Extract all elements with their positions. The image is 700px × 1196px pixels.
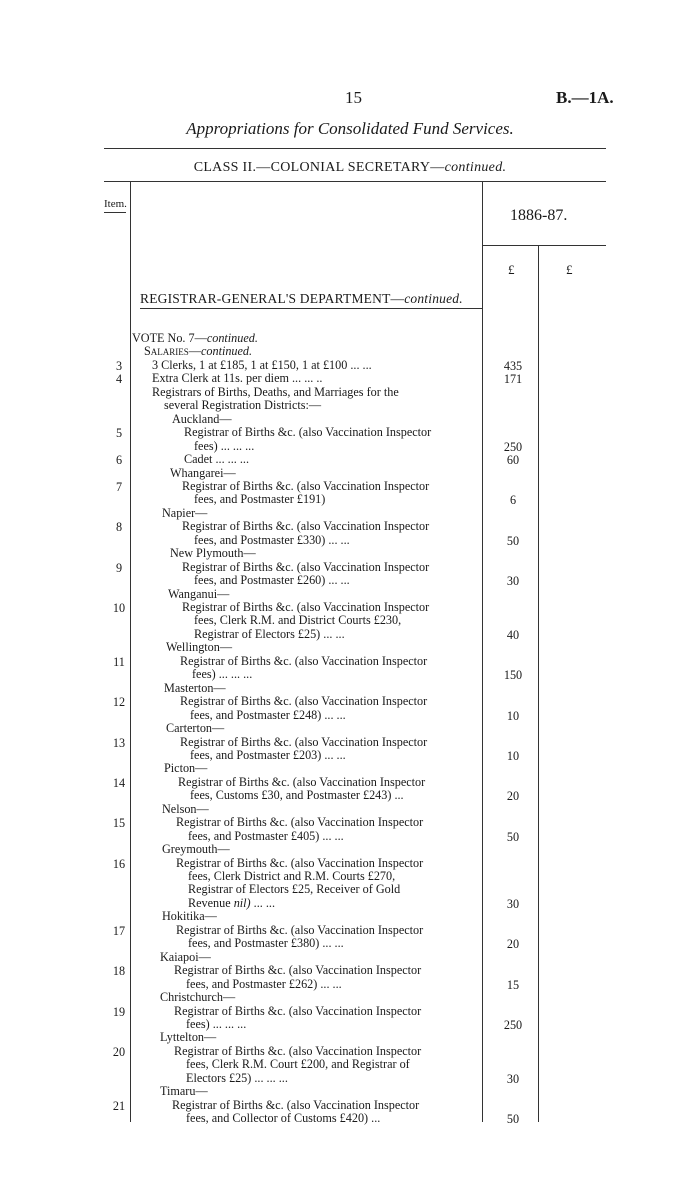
amount-value: 50 — [506, 1112, 520, 1127]
line-text — [160, 991, 235, 1004]
line-main-text: Hokitika— — [162, 909, 217, 924]
line-text — [152, 359, 372, 372]
line-text — [174, 1005, 421, 1018]
item-number: 16 — [112, 856, 126, 871]
line-text — [190, 709, 346, 722]
line-text — [188, 897, 275, 910]
line-text — [176, 816, 423, 829]
line-text — [160, 1031, 216, 1044]
line-main-text: fees, and Postmaster £262) ... ... — [186, 976, 342, 991]
amount-value: 40 — [506, 627, 520, 642]
line-main-text: fees) ... ... ... — [186, 1016, 247, 1031]
line-text — [160, 1085, 208, 1098]
amount-value: 10 — [506, 708, 520, 723]
line-text — [184, 426, 431, 439]
item-number: 6 — [115, 453, 123, 468]
line-italic-text: nil) — [233, 895, 251, 910]
line-main-text: fees, and Collector of Customs £420) ... — [186, 1111, 381, 1126]
line-main-text: fees, and Postmaster £203) ... ... — [190, 747, 346, 762]
line-main-text: Registrar of Births &c. (also Vaccination Inspector — [174, 1043, 422, 1058]
line-text — [174, 964, 421, 977]
item-number: 7 — [115, 479, 123, 494]
line-text — [178, 776, 425, 789]
line-text — [194, 574, 350, 587]
line-text — [186, 978, 342, 991]
line-main-text: Christchurch— — [160, 990, 236, 1005]
line-main-text: Registrar of Electors £25, Receiver of Gold — [188, 882, 401, 897]
line-text — [182, 561, 429, 574]
line-main-text: Registrar of Births &c. (also Vaccination Inspector — [176, 922, 424, 937]
amount-value: 20 — [506, 937, 520, 952]
line-main-text: Wanganui— — [168, 586, 230, 601]
line-text — [166, 722, 224, 735]
item-number: 21 — [112, 1098, 126, 1113]
line-main-text: Registrar of Births &c. (also Vaccination Inspector — [172, 1097, 420, 1112]
line-text — [186, 1112, 380, 1125]
line-text — [188, 870, 395, 883]
currency-symbol-1: £ — [508, 262, 515, 277]
line-text — [170, 547, 256, 560]
line-text — [186, 1058, 410, 1071]
line-text — [190, 789, 404, 802]
line-text — [144, 345, 252, 358]
line-main-text: Kaiapoi— — [160, 949, 211, 964]
line-main-text: fees, Clerk R.M. and District Courts £230, — [194, 613, 402, 628]
fiscal-year-header: 1886-87. — [510, 207, 568, 224]
line-main-text: fees, and Postmaster £330) ... ... — [194, 532, 350, 547]
department-underline — [140, 308, 482, 309]
amount-value: 50 — [506, 533, 520, 548]
line-main-text: Auckland— — [172, 411, 232, 426]
line-text — [160, 951, 211, 964]
line-main-text: Registrar of Births &c. (also Vaccination Inspector — [182, 600, 430, 614]
amount-value: 15 — [506, 977, 520, 992]
amount-column-border-mid — [538, 246, 539, 1122]
line-text — [182, 520, 429, 533]
item-number: 19 — [112, 1004, 126, 1019]
line-main-text: Picton— — [164, 761, 208, 776]
item-number: 18 — [112, 964, 126, 979]
line-text — [132, 332, 258, 345]
line-text — [152, 386, 399, 399]
currency-symbol-2: £ — [566, 262, 573, 277]
line-main-text: Masterton— — [164, 680, 226, 695]
department-name: REGISTRAR-GENERAL'S DEPARTMENT— — [140, 291, 405, 306]
line-main-text: Registrar of Births &c. (also Vaccination Inspector — [180, 734, 428, 749]
line-text — [164, 762, 207, 775]
line-main-text: Registrar of Electors £25) ... ... — [194, 626, 345, 641]
line-main-text: Registrar of Births &c. (also Vaccination Inspector — [174, 1003, 422, 1018]
amount-value: 30 — [506, 1071, 520, 1086]
line-main-text: Registrar of Births &c. (also Vaccination Inspector — [178, 774, 426, 789]
amount-value: 30 — [506, 574, 520, 589]
line-text — [172, 1099, 419, 1112]
amount-column-border-left — [482, 182, 483, 1122]
line-text — [192, 668, 252, 681]
line-main-text: Registrar of Births &c. (also Vaccination Inspector — [184, 425, 432, 440]
line-text — [176, 924, 423, 937]
item-number: 3 — [115, 358, 123, 373]
line-text — [162, 803, 209, 816]
page-title: Appropriations for Consolidated Fund Services. — [186, 119, 514, 138]
line-main-text: fees, and Postmaster £248) ... ... — [190, 707, 346, 722]
line-text — [168, 588, 229, 601]
line-main-text: fees, and Postmaster £405) ... ... — [188, 828, 344, 843]
line-text — [180, 736, 427, 749]
document-reference: B.—1A. — [556, 88, 614, 107]
line-text — [182, 601, 429, 614]
line-main-text: Registrar of Births &c. (also Vaccination Inspector — [174, 963, 422, 978]
line-text — [186, 1018, 246, 1031]
line-text — [186, 1072, 288, 1085]
year-underline — [482, 245, 606, 246]
line-text — [152, 372, 322, 385]
department-heading — [140, 291, 463, 307]
line-main-text: fees, and Postmaster £380) ... ... — [188, 936, 344, 951]
line-text — [188, 830, 344, 843]
line-text — [182, 480, 429, 493]
item-number: 13 — [112, 735, 126, 750]
line-text — [166, 641, 232, 654]
line-main-text: fees, and Postmaster £191) — [194, 492, 326, 507]
line-main-text: Wellington— — [166, 640, 233, 655]
item-number: 11 — [113, 654, 125, 669]
line-text — [184, 453, 249, 466]
amount-value: 10 — [506, 748, 520, 763]
item-number: 8 — [115, 520, 123, 535]
line-text — [194, 614, 401, 627]
line-main-text: fees, and Postmaster £260) ... ... — [194, 573, 350, 588]
line-main-text: Lyttelton— — [160, 1030, 217, 1045]
line-main-text: Extra Clerk at 11s. per diem ... ... .. — [152, 371, 323, 386]
item-number: 15 — [112, 816, 126, 831]
line-main-text: Cadet ... ... ... — [184, 452, 249, 467]
amount-value: 20 — [506, 789, 520, 804]
amount-value: 250 — [503, 439, 523, 454]
line-main-text: Electors £25) ... ... ... — [186, 1070, 288, 1085]
line-text — [190, 749, 346, 762]
item-number: 14 — [112, 775, 126, 790]
amount-value: 6 — [509, 493, 517, 508]
line-text — [162, 843, 230, 856]
line-text — [194, 534, 350, 547]
line-main-text: Salaries— — [144, 344, 201, 359]
line-main-text: Greymouth— — [162, 842, 230, 857]
item-column-header: Item. — [104, 198, 127, 210]
item-number: 5 — [115, 426, 123, 441]
line-main-text: fees, Customs £30, and Postmaster £243) ... — [190, 788, 404, 803]
line-text — [164, 682, 226, 695]
line-main-text: New Plymouth— — [170, 546, 256, 561]
item-number: 10 — [112, 601, 126, 615]
item-number: 4 — [115, 372, 123, 387]
header-rule — [104, 181, 606, 182]
line-text — [170, 467, 236, 480]
line-main-text: Registrar of Births &c. (also Vaccination Inspector — [176, 815, 424, 830]
line-text — [164, 399, 321, 412]
line-text — [194, 440, 254, 453]
class-title-continued: continued. — [444, 160, 507, 175]
item-number: 9 — [115, 560, 123, 575]
line-text — [180, 695, 427, 708]
line-main-text: Registrar of Births &c. (also Vaccination Inspector — [180, 694, 428, 709]
line-main-text: fees, Clerk R.M. Court £200, and Registrar of — [186, 1057, 410, 1072]
line-main-text: Timaru— — [160, 1084, 208, 1099]
top-rule — [104, 148, 606, 149]
line-text — [162, 910, 217, 923]
line-main-text: 3 Clerks, 1 at £185, 1 at £150, 1 at £100 ... ... — [152, 357, 372, 372]
line-text — [188, 883, 400, 896]
line-text — [162, 507, 207, 520]
line-main-text: Carterton— — [166, 721, 225, 736]
item-number: 20 — [112, 1044, 126, 1059]
item-column-border — [130, 182, 131, 1122]
line-main-text: Registrar of Births &c. (also Vaccination Inspector — [182, 478, 430, 493]
item-number: 17 — [112, 923, 126, 938]
line-text — [174, 1045, 421, 1058]
line-main-text: several Registration Districts:— — [164, 398, 322, 413]
line-text — [194, 493, 325, 506]
line-main-text: fees) ... ... ... — [192, 667, 253, 682]
line-italic-text: continued. — [200, 344, 253, 359]
department-continued: continued. — [404, 291, 463, 306]
line-main-text: Registrar of Births &c. (also Vaccination Inspector — [176, 855, 424, 870]
line-text — [176, 857, 423, 870]
line-main-text: Napier— — [162, 505, 208, 520]
line-italic-text: continued. — [206, 331, 258, 345]
line-main-text: Registrars of Births, Deaths, and Marriages for the — [152, 384, 399, 399]
amount-value: 30 — [506, 896, 520, 911]
line-main-text: Nelson— — [162, 801, 209, 816]
amount-value: 50 — [506, 829, 520, 844]
amount-value: 435 — [503, 358, 523, 373]
line-main-text: Whangarei— — [170, 465, 236, 480]
line-main-text: fees) ... ... ... — [194, 438, 255, 453]
line-text — [188, 937, 344, 950]
line-main-text: Registrar of Births &c. (also Vaccination Inspector — [180, 653, 428, 668]
item-header-underline — [104, 212, 126, 213]
line-main-text: Revenue — [188, 895, 234, 910]
class-title — [0, 160, 700, 176]
line-main-text: fees, Clerk District and R.M. Courts £270, — [188, 869, 396, 883]
line-main-text: Registrar of Births &c. (also Vaccination Inspector — [182, 519, 430, 534]
line-text — [172, 413, 232, 426]
item-number: 12 — [112, 695, 126, 710]
amount-value: 171 — [503, 372, 523, 387]
class-title-text: CLASS II.—COLONIAL SECRETARY— — [193, 160, 445, 175]
amount-value: 150 — [503, 668, 523, 683]
line-main-text: VOTE No. 7— — [132, 331, 207, 345]
line-text — [180, 655, 427, 668]
line-tail-text: ... ... — [250, 895, 275, 910]
page-number: 15 — [345, 88, 362, 107]
line-main-text: Registrar of Births &c. (also Vaccination Inspector — [182, 559, 430, 574]
amount-value: 250 — [503, 1017, 523, 1032]
amount-value: 60 — [506, 453, 520, 468]
line-text — [194, 628, 345, 641]
